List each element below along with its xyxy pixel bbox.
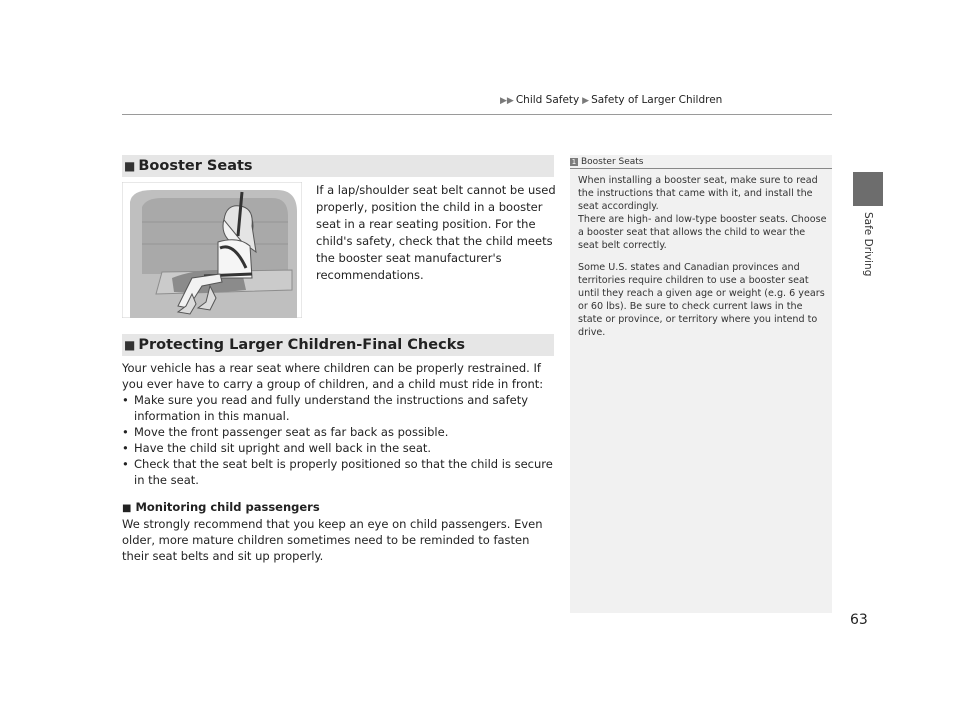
page-number: 63 [850,612,868,628]
section-title: Booster Seats [138,158,253,174]
reference-mark-icon: 1 [571,158,577,166]
bullet-dot-icon: • [122,441,129,455]
subheading-monitoring: ■ Monitoring child passengers [122,500,320,514]
sidebar-paragraph: There are high- and low-type booster seats. Choose a booster seat that allows the child to wear the seat belt correctly. [578,214,827,251]
list-item: • Have the child sit upright and well back in the seat. [122,441,432,455]
sidebar-paragraph: Some U.S. states and Canadian provinces and territories require children to use a booster seat until they reach a given age or weight (e.g. 6 years or 60 lbs). Be sure to check current laws in the state or province, or territory where you intend to drive. [578,262,825,338]
breadcrumb-item-larger-children[interactable]: Safety of Larger Children [591,94,723,106]
double-arrow-icon: ▶▶ [500,96,514,106]
breadcrumb [500,94,722,106]
final-checks-intro: Your vehicle has a rear seat where children can be properly restrained. If you ever have to carry a group of children, and a child must ride in front: [122,361,544,391]
bullet-dot-icon: • [122,425,129,439]
monitoring-paragraph: We strongly recommend that you keep an eye on child passengers. Even older, more mature children sometimes need to be reminded to fasten their seat belts and sit up properly. [122,517,543,563]
breadcrumb-item-child-safety[interactable]: Child Safety [515,94,580,106]
section-heading-final-checks [122,334,554,356]
sidebar-divider [570,168,832,169]
bullet-dot-icon: • [122,457,129,471]
sidebar-paragraph: When installing a booster seat, make sure to read the instructions that came with it, and install the seat accordingly. [578,175,818,212]
list-item: • Move the front passenger seat as far back as possible. [122,425,449,439]
bullet-dot-icon: • [122,393,129,407]
sidebar-note-title[interactable]: 1 Booster Seats [571,157,644,167]
section-title: Protecting Larger Children-Final Checks [138,337,465,353]
section-tab-marker [853,172,883,206]
square-bullet-icon: ■ [124,159,136,173]
section-side-label: Safe Driving [862,212,874,277]
sidebar-note-text [578,174,828,339]
square-bullet-icon: ■ [124,338,136,352]
header-divider [122,114,832,115]
booster-seat-illustration [122,182,302,318]
square-bullet-icon: ■ [122,503,132,514]
booster-seats-paragraph: If a lap/shoulder seat belt cannot be used properly, position the child in a booster seat in a rear seating position. For the child's safety, check that the child meets the booster seat manufacturer's recommendations. [316,183,556,282]
final-checks-list [122,392,556,488]
list-item: • Make sure you read and fully understand the instructions and safety information in this manual. [122,393,529,423]
arrow-icon: ▶ [579,96,590,106]
section-heading-booster-seats [122,155,554,177]
list-item: • Check that the seat belt is properly positioned so that the child is secure in the seat. [122,457,553,487]
